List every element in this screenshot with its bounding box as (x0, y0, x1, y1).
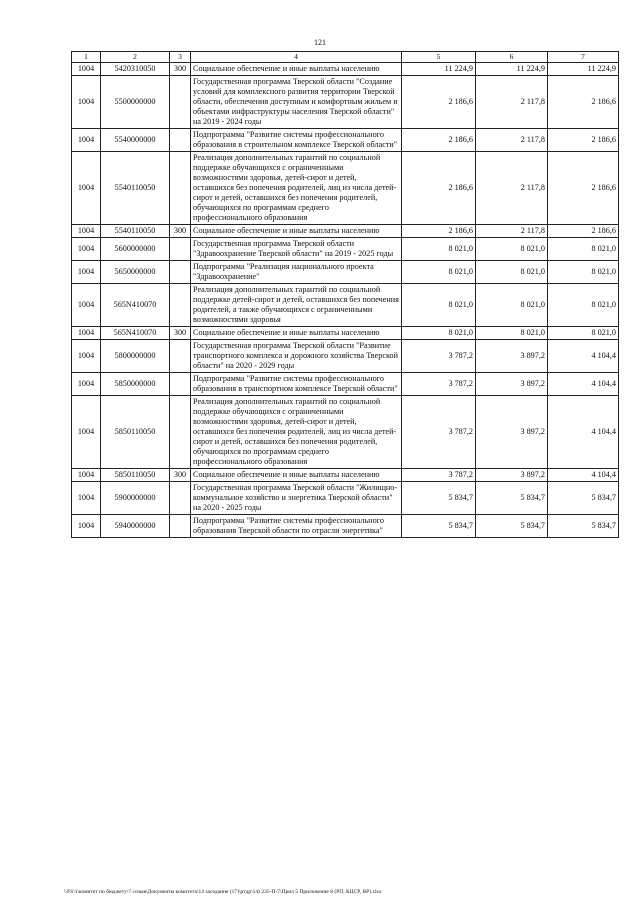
item-name-cell: Подпрограмма "Развитие системы профессионального образования в транспортном комплексе Тверской области" (191, 373, 402, 396)
expense-type-cell (170, 261, 191, 284)
amount-year1-cell: 3 787,2 (402, 396, 476, 469)
amount-year2-cell: 3 897,2 (476, 340, 548, 373)
table-row (72, 225, 619, 238)
target-article-code-cell: 5850110050 (101, 469, 170, 482)
amount-year1-cell: 5 834,7 (402, 515, 476, 538)
amount-year2-cell: 2 117,8 (476, 225, 548, 238)
amount-year2-cell: 8 021,0 (476, 327, 548, 340)
item-name-cell: Государственная программа Тверской области "Создание условий для комплексного развития территории Тверской области, обеспечения доступным и комфортным жильем и объектами инфраструктуры населения Тверской области" на 2019 - 2024 годы (191, 76, 402, 129)
column-header: 3 (170, 52, 191, 63)
target-article-code-cell: 5650000000 (101, 261, 170, 284)
table-row (72, 238, 619, 261)
amount-year1-cell: 5 834,7 (402, 482, 476, 515)
table-row (72, 515, 619, 538)
section-code-cell: 1004 (72, 129, 101, 152)
amount-year3-cell: 2 186,6 (548, 225, 619, 238)
amount-year3-cell: 2 186,6 (548, 152, 619, 225)
amount-year2-cell: 3 897,2 (476, 396, 548, 469)
item-name-cell: Государственная программа Тверской области "Развитие транспортного комплекса и дорожного хозяйства Тверской области" на 2020 - 2029 годы (191, 340, 402, 373)
expense-type-cell (170, 152, 191, 225)
amount-year1-cell: 8 021,0 (402, 327, 476, 340)
expense-type-cell (170, 482, 191, 515)
target-article-code-cell: 5800000000 (101, 340, 170, 373)
item-name-cell: Подпрограмма "Развитие системы профессионального образования Тверской области по отрасли энергетика" (191, 515, 402, 538)
section-code-cell: 1004 (72, 373, 101, 396)
expense-type-cell: 300 (170, 469, 191, 482)
table-row (72, 284, 619, 327)
target-article-code-cell: 565N410070 (101, 327, 170, 340)
amount-year2-cell: 2 117,8 (476, 76, 548, 129)
column-header: 7 (548, 52, 619, 63)
amount-year3-cell: 2 186,6 (548, 76, 619, 129)
table-row (72, 152, 619, 225)
amount-year3-cell: 8 021,0 (548, 261, 619, 284)
amount-year1-cell: 8 021,0 (402, 238, 476, 261)
table-body (72, 63, 619, 538)
table-row (72, 76, 619, 129)
item-name-cell: Социальное обеспечение и иные выплаты населению (191, 225, 402, 238)
amount-year1-cell: 2 186,6 (402, 225, 476, 238)
section-code-cell: 1004 (72, 284, 101, 327)
item-name-cell: Социальное обеспечение и иные выплаты населению (191, 327, 402, 340)
target-article-code-cell: 5850110050 (101, 396, 170, 469)
amount-year3-cell: 4 104,4 (548, 373, 619, 396)
table-row (72, 373, 619, 396)
item-name-cell: Реализация дополнительных гарантий по социальной поддержке обучающихся с ограниченными возможностями здоровья, детей-сирот и детей, оставшихся без попечения родителей, лиц из числа детей-сирот и детей, оставшихся без попечения родителей, обучающихся по программам среднего профессионального образования (191, 152, 402, 225)
amount-year3-cell: 8 021,0 (548, 238, 619, 261)
table-row (72, 482, 619, 515)
section-code-cell: 1004 (72, 225, 101, 238)
amount-year3-cell: 4 104,4 (548, 396, 619, 469)
expense-type-cell (170, 515, 191, 538)
amount-year1-cell: 3 787,2 (402, 373, 476, 396)
item-name-cell: Социальное обеспечение и иные выплаты населению (191, 63, 402, 76)
amount-year3-cell: 4 104,4 (548, 469, 619, 482)
amount-year2-cell: 5 834,7 (476, 482, 548, 515)
target-article-code-cell: 5540110050 (101, 225, 170, 238)
section-code-cell: 1004 (72, 515, 101, 538)
expense-type-cell: 300 (170, 327, 191, 340)
section-code-cell: 1004 (72, 340, 101, 373)
table-header-row (72, 52, 619, 63)
section-code-cell: 1004 (72, 482, 101, 515)
table-row (72, 261, 619, 284)
item-name-cell: Социальное обеспечение и иные выплаты населению (191, 469, 402, 482)
amount-year2-cell: 8 021,0 (476, 284, 548, 327)
item-name-cell: Государственная программа Тверской области "Здравоохранение Тверской области" на 2019 - 2025 годы (191, 238, 402, 261)
target-article-code-cell: 5500000000 (101, 76, 170, 129)
item-name-cell: Подпрограмма "Реализация национального проекта "Здравоохранение" (191, 261, 402, 284)
column-header: 4 (191, 52, 402, 63)
amount-year2-cell: 8 021,0 (476, 261, 548, 284)
amount-year3-cell: 2 186,6 (548, 129, 619, 152)
expense-type-cell (170, 238, 191, 261)
section-code-cell: 1004 (72, 152, 101, 225)
amount-year3-cell: 4 104,4 (548, 340, 619, 373)
item-name-cell: Реализация дополнительных гарантий по социальной поддержке детей-сирот и детей, оставшихся без попечения родителей, а также обучающихся с ограниченными возможностями здоровья (191, 284, 402, 327)
item-name-cell: Подпрограмма "Развитие системы профессионального образования в строительном комплексе Тверской области" (191, 129, 402, 152)
target-article-code-cell: 5540000000 (101, 129, 170, 152)
section-code-cell: 1004 (72, 396, 101, 469)
amount-year1-cell: 3 787,2 (402, 469, 476, 482)
target-article-code-cell: 5600000000 (101, 238, 170, 261)
target-article-code-cell: 565N410070 (101, 284, 170, 327)
amount-year3-cell: 8 021,0 (548, 327, 619, 340)
amount-year1-cell: 2 186,6 (402, 152, 476, 225)
table-row (72, 469, 619, 482)
target-article-code-cell: 5940000000 (101, 515, 170, 538)
table-row (72, 396, 619, 469)
amount-year2-cell: 2 117,8 (476, 129, 548, 152)
column-header: 6 (476, 52, 548, 63)
expense-type-cell: 300 (170, 225, 191, 238)
section-code-cell: 1004 (72, 261, 101, 284)
section-code-cell: 1004 (72, 63, 101, 76)
section-code-cell: 1004 (72, 238, 101, 261)
amount-year3-cell: 11 224,9 (548, 63, 619, 76)
table-row (72, 129, 619, 152)
column-header: 1 (72, 52, 101, 63)
amount-year3-cell: 5 834,7 (548, 515, 619, 538)
expense-type-cell: 300 (170, 63, 191, 76)
target-article-code-cell: 5540110050 (101, 152, 170, 225)
expense-type-cell (170, 129, 191, 152)
table-row (72, 340, 619, 373)
amount-year2-cell: 8 021,0 (476, 238, 548, 261)
column-header: 2 (101, 52, 170, 63)
amount-year2-cell: 3 897,2 (476, 469, 548, 482)
target-article-code-cell: 5420310050 (101, 63, 170, 76)
column-header: 5 (402, 52, 476, 63)
amount-year3-cell: 5 834,7 (548, 482, 619, 515)
item-name-cell: Государственная программа Тверской области "Жилищно-коммунальное хозяйство и энергетика Тверской области" на 2020 - 2025 годы (191, 482, 402, 515)
target-article-code-cell: 5850000000 (101, 373, 170, 396)
amount-year3-cell: 8 021,0 (548, 284, 619, 327)
footer-file-path: \\FS\1\комитет по бюджету\7 созыв\Документы комитета\14 заседание (17)\ртдр\14) 235-П-7\Прил 5 Приложение 8 (РП, КЦСР, ВР).xlsx (64, 889, 382, 895)
section-code-cell: 1004 (72, 469, 101, 482)
amount-year1-cell: 8 021,0 (402, 284, 476, 327)
amount-year2-cell: 5 834,7 (476, 515, 548, 538)
expense-type-cell (170, 396, 191, 469)
budget-table (71, 51, 619, 538)
table-row (72, 327, 619, 340)
table-row (72, 63, 619, 76)
amount-year1-cell: 8 021,0 (402, 261, 476, 284)
expense-type-cell (170, 284, 191, 327)
amount-year2-cell: 11 224,9 (476, 63, 548, 76)
target-article-code-cell: 5900000000 (101, 482, 170, 515)
amount-year2-cell: 2 117,8 (476, 152, 548, 225)
section-code-cell: 1004 (72, 76, 101, 129)
expense-type-cell (170, 373, 191, 396)
item-name-cell: Реализация дополнительных гарантий по социальной поддержке обучающихся с ограниченными возможностями здоровья, детей-сирот и детей, оставшихся без попечения родителей, лиц из числа детей-сирот и детей, оставшихся без попечения родителей, обучающихся по программам среднего профессионального образования (191, 396, 402, 469)
section-code-cell: 1004 (72, 327, 101, 340)
expense-type-cell (170, 340, 191, 373)
amount-year1-cell: 2 186,6 (402, 129, 476, 152)
amount-year1-cell: 3 787,2 (402, 340, 476, 373)
page-number: 121 (314, 38, 326, 47)
amount-year1-cell: 11 224,9 (402, 63, 476, 76)
amount-year2-cell: 3 897,2 (476, 373, 548, 396)
expense-type-cell (170, 76, 191, 129)
amount-year1-cell: 2 186,6 (402, 76, 476, 129)
